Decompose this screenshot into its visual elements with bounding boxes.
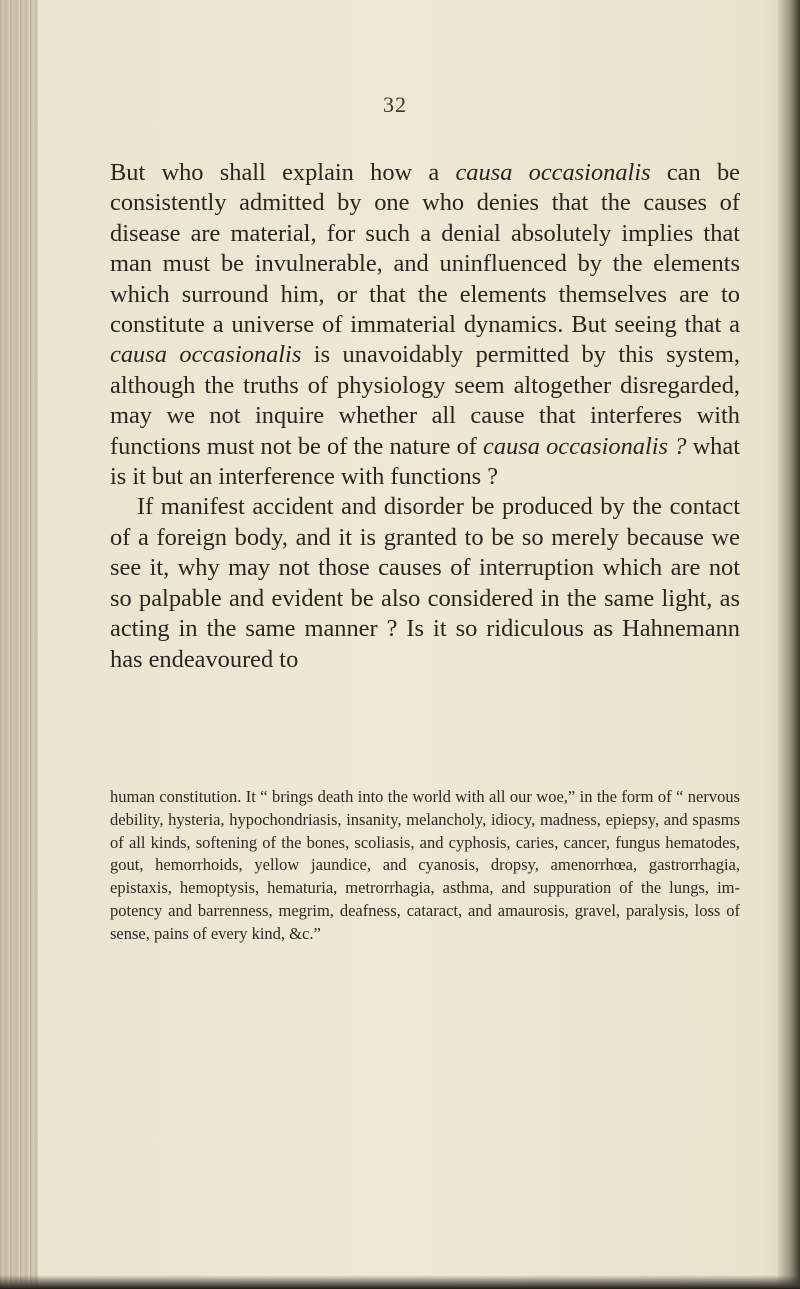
paragraph-1-part-g: what is it but an interference with functions ? (110, 432, 740, 491)
paragraph-2: If manifest accident and disorder be produced by the contact of a foreign body, and it is granted to be so merely because we see it, why may not those causes of interruption which are not so palpable and evident be also considered in the same light, as acting in the same manner ? Is it so ridiculous as Hahnemann has endeavoured to (110, 493, 740, 673)
main-text (110, 158, 740, 675)
paragraph-1-italic-3: causa occasionalis ? (483, 432, 687, 460)
page-right-edge (778, 0, 800, 1289)
paragraph-1-part-c: can be consistently admitted by one who denies that the causes of disease are material, for such a denial absolutely implies that man must be invulnerable, and uninfluenced by the elements which surround him, or that the elements themselves are to constitute a universe of immaterial dynamics. But seeing that a (110, 159, 740, 339)
paragraph-1-part-a: But who shall explain how a (110, 159, 456, 186)
page-bottom-edge (0, 1275, 800, 1289)
paragraph-1 (110, 158, 740, 492)
paragraph-1-italic-2: causa occasionalis (110, 341, 302, 369)
paragraph-1-part-e: is unavoidably permitted by this system, although the truths of physiology seem altogether disregarded, may we not inquire whether all cause that interferes with functions must not be of the nature of (110, 341, 740, 460)
footnote: human constitution. It “ brings death into the world with all our woe,” in the form of “ nervous debility, hysteria, hypochondriasis, insanity, melancholy, idiocy, madness, epiepsy, and spasms of all kinds, softening of the bones, scoliasis, and cyphosis, caries, cancer, fungus hematodes, gout, hemorrhoids, yellow jaundice, and cyanosis, dropsy, amenorrhœa, gastrorrhagia, epistaxis, hemoptysis, hematuria, metrorrhagia, asthma, and suppuration of the lungs, impotency and barrenness, megrim, deafness, cataract, and amaurosis, gravel, paralysis, loss of sense, pains of every kind, &c.” (110, 787, 740, 943)
paragraph-1-italic-1: causa occasionalis (455, 159, 651, 186)
page-number: 32 (383, 92, 407, 117)
page-binding-edge (0, 0, 38, 1289)
